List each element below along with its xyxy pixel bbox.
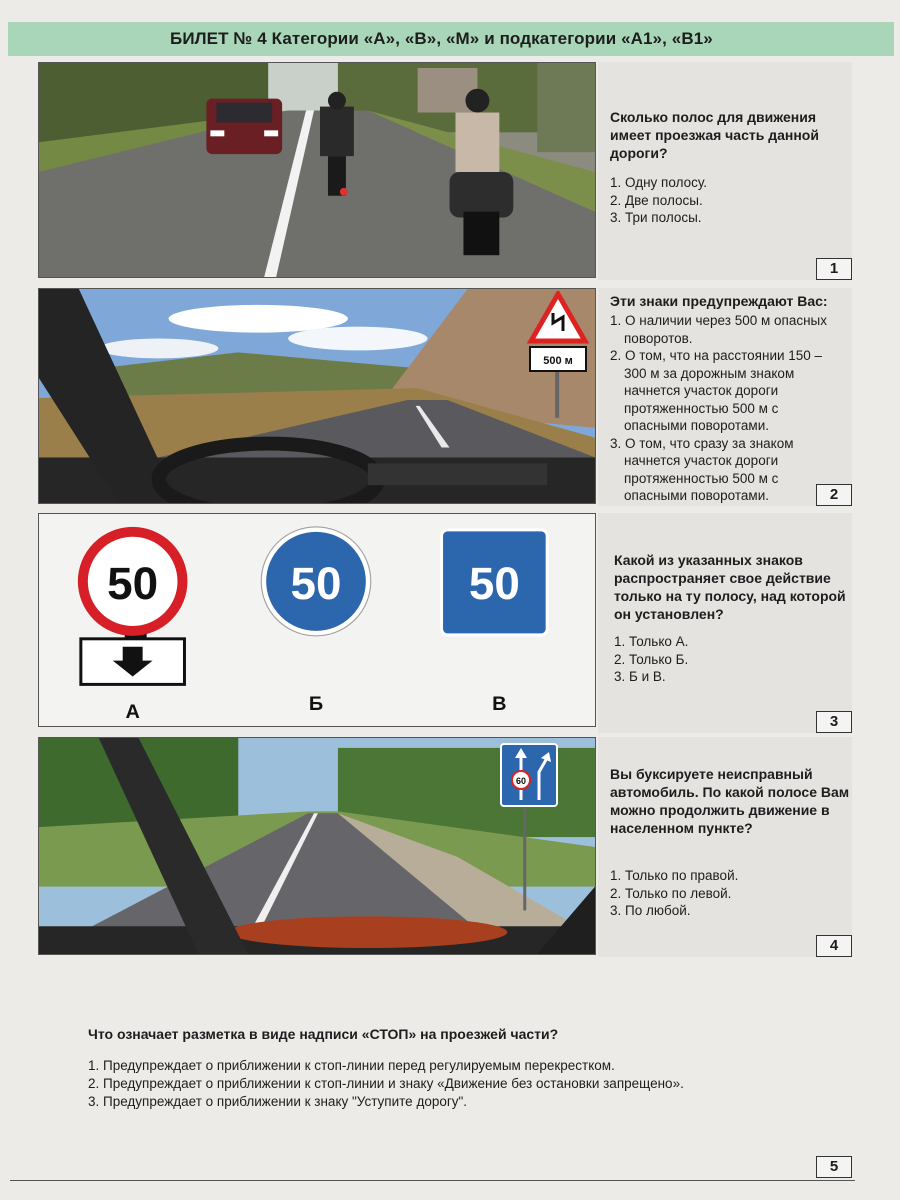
q2-question-panel xyxy=(598,288,852,506)
q3-answer-options xyxy=(614,633,846,686)
q1-question-text: Сколько полос для движения имеет проезжая часть данной дороги? xyxy=(610,109,819,161)
answer-option[interactable]: 3. Три полосы. xyxy=(610,210,702,225)
answer-option[interactable]: 1. Только А. xyxy=(614,634,689,649)
question-number-badge: 5 xyxy=(816,1156,852,1178)
answer-option[interactable]: 3. По любой. xyxy=(610,903,691,918)
answer-option[interactable]: 1. Одну полосу. xyxy=(610,175,708,190)
answer-option[interactable]: 2. О том, что на расстоянии 150 – 300 м за дорожным знаком начнется участок дороги протяженностью 500 м с опасными поворотами. xyxy=(610,348,823,433)
sign-a-value: 50 xyxy=(107,558,159,610)
sign-b-value: 50 xyxy=(290,558,342,610)
question-5 xyxy=(88,1025,868,1111)
answer-option[interactable]: 3. Предупреждает о приближении к знаку "Уступите дорогу". xyxy=(88,1094,468,1109)
question-2 xyxy=(38,288,852,506)
question-4 xyxy=(38,737,852,957)
q5-question-text: Что означает разметка в виде надписи «СТОП» на проезжей части? xyxy=(88,1026,559,1042)
question-number-badge: 4 xyxy=(816,935,852,957)
q3-question-panel xyxy=(598,513,852,733)
q4-question-text: Вы буксируете неисправный автомобиль. По какой полосе Вам можно продолжить движение в населенном пункте? xyxy=(610,766,850,836)
question-1 xyxy=(38,62,852,280)
q4-answer-options xyxy=(610,867,842,920)
answer-option[interactable]: 2. Предупреждает о приближении к стоп-линии и знаку «Движение без остановки запрещено». xyxy=(88,1076,684,1091)
q4-road-photo xyxy=(38,737,596,955)
curve-warning-sign-icon xyxy=(527,291,589,381)
ticket-header xyxy=(8,22,894,56)
q2-question-text: Эти знаки предупреждают Вас: xyxy=(610,293,828,309)
q3-question-text: Какой из указанных знаков распространяет свое действие только на ту полосу, над которой он установлен? xyxy=(614,552,846,622)
question-number-badge: 3 xyxy=(816,711,852,733)
ticket-title: БИЛЕТ № 4 Категории «А», «В», «М» и подкатегории «А1», «В1» xyxy=(170,29,713,48)
question-number-badge: 1 xyxy=(816,258,852,280)
answer-option[interactable]: 1. Только по правой. xyxy=(610,868,739,883)
q1-road-photo xyxy=(38,62,596,278)
sign-a-label: А xyxy=(125,701,140,724)
answer-option[interactable]: 3. О том, что сразу за знаком начнется участок дороги протяженностью 500 м с опасными поворотами. xyxy=(610,435,794,503)
footer-divider xyxy=(10,1180,855,1181)
answer-option[interactable]: 1. Предупреждает о приближении к стоп-линии перед регулируемым перекрестком. xyxy=(88,1058,615,1073)
answer-option[interactable]: 2. Только Б. xyxy=(614,651,689,667)
sign-b-label: Б xyxy=(308,693,324,716)
q1-answer-options xyxy=(610,174,846,227)
q5-answer-options xyxy=(88,1057,868,1111)
q1-question-panel xyxy=(598,62,852,280)
answer-option[interactable]: 3. Б и В. xyxy=(614,669,666,684)
lane-speed-value: 60 xyxy=(515,776,527,786)
answer-option[interactable]: 2. Две полосы. xyxy=(610,192,703,208)
q2-road-photo xyxy=(38,288,596,504)
q3-signs-panel xyxy=(38,513,596,727)
question-3 xyxy=(38,513,852,733)
q4-question-panel xyxy=(598,737,852,957)
lane-direction-sign-icon xyxy=(499,742,559,808)
answer-option[interactable]: 1. О наличии через 500 м опасных поворотов. xyxy=(610,313,828,346)
sign-v-value: 50 xyxy=(468,558,520,610)
sign-v-label: В xyxy=(492,693,507,716)
q2-answer-options xyxy=(610,312,842,505)
question-number-badge: 2 xyxy=(816,484,852,506)
answer-option[interactable]: 2. Только по левой. xyxy=(610,885,732,901)
sign-plate-distance: 500 м xyxy=(543,355,573,367)
